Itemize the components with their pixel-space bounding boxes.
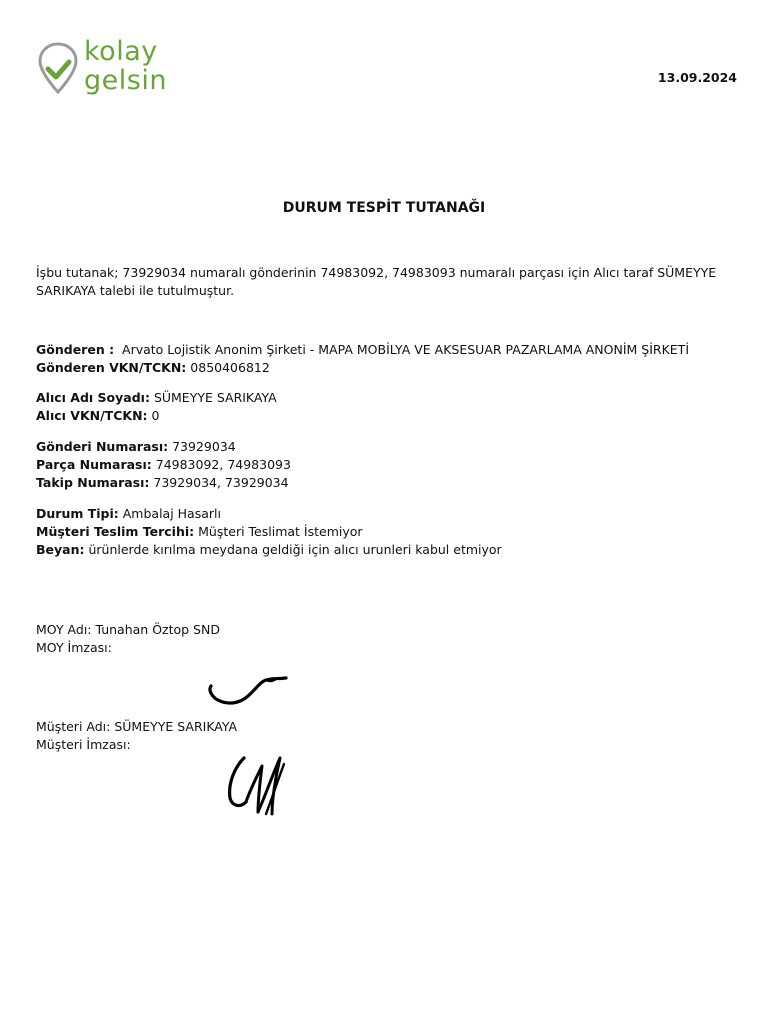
- status-type-line: [36, 505, 736, 523]
- sender-vkn-line: [36, 359, 736, 377]
- moy-signature: [204, 672, 290, 706]
- sender-section: [36, 341, 736, 377]
- delivery-preference-line: [36, 523, 736, 541]
- sender-vkn-value: 0850406812: [190, 360, 270, 375]
- customer-section: [36, 718, 736, 754]
- receiver-vkn-label: Alıcı VKN/TCKN:: [36, 408, 148, 423]
- status-section: [36, 505, 736, 559]
- shipment-section: [36, 438, 736, 492]
- sender-label: Gönderen :: [36, 342, 115, 357]
- receiver-vkn-value: 0: [151, 408, 160, 423]
- moy-name: MOY Adı: Tunahan Öztop SND: [36, 622, 220, 637]
- customer-signature-label: Müşteri İmzası:: [36, 737, 131, 752]
- delivery-preference-label: Müşteri Teslim Tercihi:: [36, 524, 195, 539]
- moy-signature-label: MOY İmzası:: [36, 640, 112, 655]
- logo-line-1: kolay: [84, 36, 158, 67]
- delivery-preference-value: Müşteri Teslimat İstemiyor: [198, 524, 363, 539]
- logo-wordmark: [84, 38, 167, 96]
- receiver-name-label: Alıcı Adı Soyadı:: [36, 390, 150, 405]
- location-pin-check-icon: [38, 42, 78, 94]
- declaration-line: [36, 541, 736, 559]
- sender-line: [36, 341, 736, 359]
- document-title: DURUM TESPİT TUTANAĞI: [282, 200, 486, 216]
- declaration-value: ürünlerde kırılma meydana geldiği için alıcı urunleri kabul etmiyor: [88, 542, 502, 557]
- intro-paragraph: İşbu tutanak; 73929034 numaralı gönderinin 74983092, 74983093 numaralı parçası için Alıcı taraf SÜMEYYE SARIKAYA talebi ile tutulmuştur.: [36, 265, 717, 298]
- part-number-line: [36, 456, 736, 474]
- receiver-name-line: [36, 389, 736, 407]
- receiver-name-value: SÜMEYYE SARIKAYA: [153, 390, 277, 405]
- shipment-number-line: [36, 438, 736, 456]
- status-type-value: Ambalaj Hasarlı: [122, 506, 221, 521]
- tracking-number-line: [36, 474, 736, 492]
- receiver-section: [36, 389, 736, 425]
- sender-vkn-label: Gönderen VKN/TCKN:: [36, 360, 187, 375]
- declaration-label: Beyan:: [36, 542, 85, 557]
- sender-value: Arvato Lojistik Anonim Şirketi - MAPA MOBİLYA VE AKSESUAR PAZARLAMA ANONİM ŞİRKETİ: [122, 342, 689, 357]
- moy-section: [36, 621, 736, 657]
- tracking-number-value: 73929034, 73929034: [153, 475, 289, 490]
- shipment-number-label: Gönderi Numarası:: [36, 439, 169, 454]
- receiver-vkn-line: [36, 407, 736, 425]
- part-number-value: 74983092, 74983093: [155, 457, 291, 472]
- tracking-number-label: Takip Numarası:: [36, 475, 150, 490]
- customer-name: Müşteri Adı: SÜMEYYE SARIKAYA: [36, 719, 238, 734]
- shipment-number-value: 73929034: [172, 439, 236, 454]
- kolay-gelsin-logo: [38, 38, 178, 98]
- part-number-label: Parça Numarası:: [36, 457, 152, 472]
- document-date: 13.09.2024: [657, 70, 737, 85]
- customer-signature: [222, 750, 288, 820]
- logo-line-2: gelsin: [84, 65, 167, 96]
- status-type-label: Durum Tipi:: [36, 506, 119, 521]
